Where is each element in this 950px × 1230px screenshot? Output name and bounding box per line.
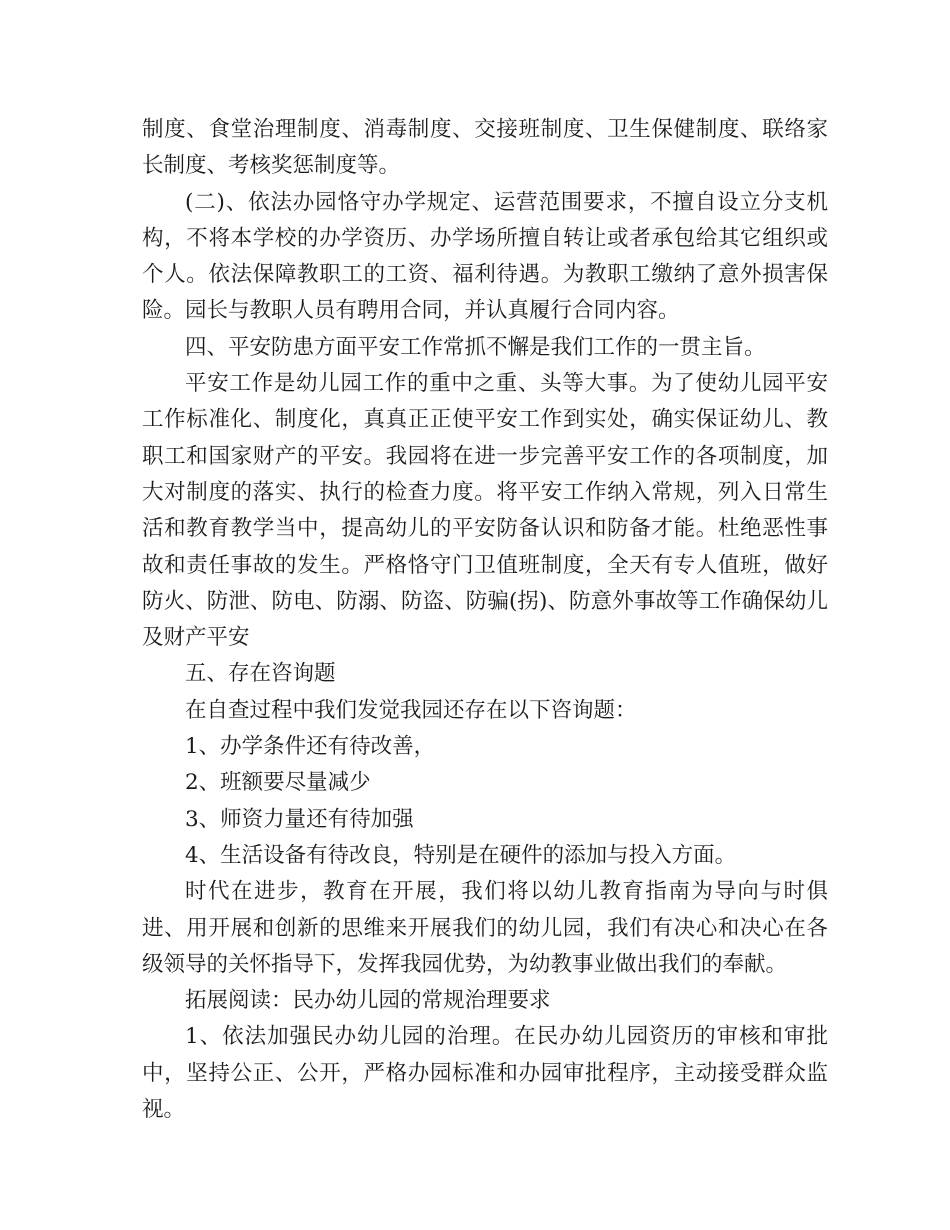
paragraph-safety-work: 平安工作是幼儿园工作的重中之重、头等大事。为了使幼儿园平安工作标准化、制度化，真真正正使平安工作到实处，确实保证幼儿、教职工和国家财产的平安。我园将在进一步完善平安工作的各项制度，加大对制度的落实、执行的检查力度。将平安工作纳入常规，列入日常生活和教育教学当中，提高幼儿的平安防备认识和防备才能。杜绝恶性事故和责任事故的发生。严格恪守门卫值班制度，全天有专人值班，做好防火、防泄、防电、防溺、防盗、防骗(拐)、防意外事故等工作确保幼儿及财产平安: [142, 371, 828, 651]
list-item-problem-3: 3、师资力量还有待加强: [185, 806, 414, 832]
list-item-problem-4: 4、生活设备有待改良，特别是在硬件的添加与投入方面。: [185, 842, 737, 868]
list-item-problem-2: 2、班额要尽量减少: [185, 770, 371, 796]
paragraph-management-requirement-1: 1、依法加强民办幼儿园的治理。在民办幼儿园资历的审核和审批中，坚持公正、公开，严格办园标准和办园审批程序，主动接受群众监视。: [142, 1024, 828, 1123]
paragraph-self-check-intro: 在自查过程中我们发觉我园还存在以下咨询题：: [185, 697, 637, 723]
paragraph-section-five-heading: 五、存在咨询题: [185, 661, 336, 687]
document-body: [142, 112, 828, 1128]
paragraph-rules-list-continuation: 制度、食堂治理制度、消毒制度、交接班制度、卫生保健制度、联络家长制度、考核奖惩制度等。: [142, 117, 828, 179]
paragraph-legal-operation: (二)、依法办园恪守办学规定、运营范围要求，不擅自设立分支机构，不将本学校的办学资历、办学场所擅自转让或者承包给其它组织或个人。依法保障教职工的工资、福利待遇。为教职工缴纳了意外损害保险。园长与教职人员有聘用合同，并认真履行合同内容。: [142, 189, 828, 324]
paragraph-conclusion: 时代在进步，教育在开展，我们将以幼儿教育指南为导向与时俱进、用开展和创新的思维来开展我们的幼儿园，我们有决心和决心在各级领导的关怀指导下，发挥我园优势，为幼教事业做出我们的奉献。: [142, 879, 828, 977]
paragraph-extended-reading-heading: 拓展阅读：民办幼儿园的常规治理要求: [185, 988, 551, 1014]
paragraph-section-four-heading: 四、平安防患方面平安工作常抓不懈是我们工作的一贯主旨。: [185, 334, 766, 360]
list-item-problem-1: 1、办学条件还有待改善，: [185, 734, 436, 760]
